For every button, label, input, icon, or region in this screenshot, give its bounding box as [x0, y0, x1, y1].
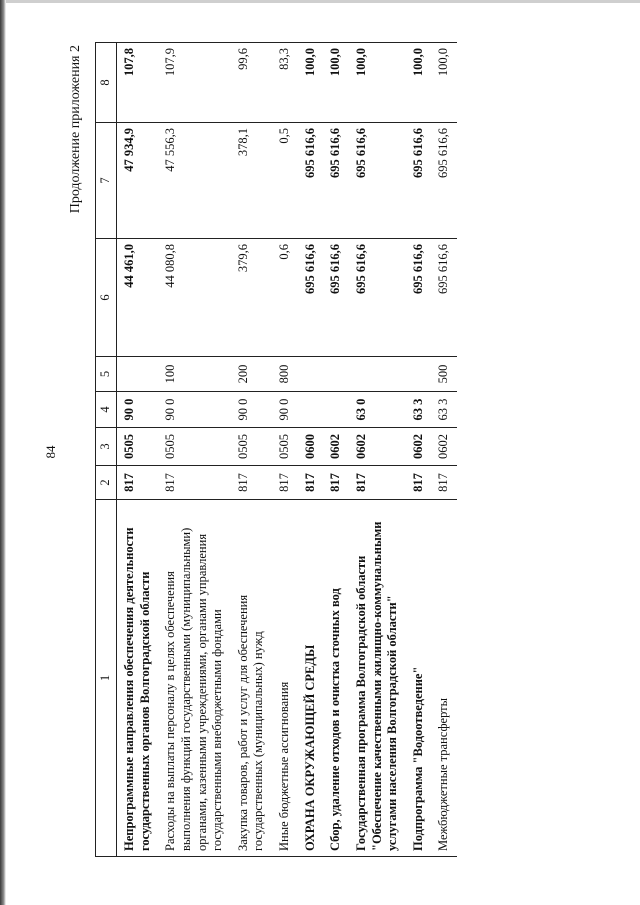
table-row — [406, 43, 432, 857]
row-admin-code-cell: 817 — [349, 466, 406, 500]
row-target-item-cell: 90 0 — [231, 392, 272, 428]
row-expense-type-cell — [323, 357, 349, 392]
row-target-item-cell: 63 0 — [349, 392, 406, 428]
table-row — [431, 43, 457, 857]
row-target-item-cell: 90 0 — [272, 392, 298, 428]
row-section-cell: 0505 — [272, 428, 298, 466]
row-name-cell: Сбор, удаление отходов и очистка сточных вод — [323, 500, 349, 857]
row-planned-value-cell: 44 461,0 — [117, 239, 159, 357]
row-planned-value-cell: 44 080,8 — [158, 239, 231, 357]
row-target-item-cell: 90 0 — [117, 392, 159, 428]
row-percent-cell: 107,9 — [158, 43, 231, 123]
row-actual-value-cell: 47 934,9 — [117, 123, 159, 239]
row-actual-value-cell: 0,5 — [272, 123, 298, 239]
row-actual-value-cell: 695 616,6 — [431, 123, 457, 239]
row-actual-value-cell: 695 616,6 — [406, 123, 432, 239]
table-row — [231, 43, 272, 857]
row-planned-value-cell: 695 616,6 — [298, 239, 324, 357]
table-row — [117, 43, 159, 857]
row-percent-cell: 100,0 — [298, 43, 324, 123]
row-admin-code-cell: 817 — [298, 466, 324, 500]
row-planned-value-cell: 379,6 — [231, 239, 272, 357]
row-name-cell: Расходы на выплаты персоналу в целях обеспечения выполнения функций государственными (муниципальными) органами, казенными учреждениями, органами управления государственными внебюджетными фондами — [158, 500, 231, 857]
column-header: 1 — [96, 500, 117, 857]
row-section-cell: 0505 — [117, 428, 159, 466]
row-actual-value-cell: 695 616,6 — [298, 123, 324, 239]
row-actual-value-cell: 378,1 — [231, 123, 272, 239]
row-admin-code-cell: 817 — [117, 466, 159, 500]
page-number: 84 — [43, 445, 58, 459]
row-percent-cell: 83,3 — [272, 43, 298, 123]
row-name-cell: ОХРАНА ОКРУЖАЮЩЕЙ СРЕДЫ — [298, 500, 324, 857]
row-name-cell: Государственная программа Волгоградской области "Обеспечение качественными жилищно-коммунальными услугами населения Волгоградской области" — [349, 500, 406, 857]
row-section-cell: 0600 — [298, 428, 324, 466]
table-row — [349, 43, 406, 857]
column-header: 6 — [96, 239, 117, 357]
row-percent-cell: 100,0 — [349, 43, 406, 123]
row-percent-cell: 100,0 — [431, 43, 457, 123]
row-admin-code-cell: 817 — [431, 466, 457, 500]
table-row — [158, 43, 231, 857]
row-name-cell: Подпрограмма "Водоотведение" — [406, 500, 432, 857]
row-expense-type-cell: 100 — [158, 357, 231, 392]
row-section-cell: 0505 — [231, 428, 272, 466]
table-row — [323, 43, 349, 857]
row-expense-type-cell: 200 — [231, 357, 272, 392]
continuation-caption: Продолжение приложения 2 — [68, 45, 83, 214]
row-admin-code-cell: 817 — [272, 466, 298, 500]
row-planned-value-cell: 695 616,6 — [431, 239, 457, 357]
row-planned-value-cell: 695 616,6 — [323, 239, 349, 357]
row-planned-value-cell: 695 616,6 — [406, 239, 432, 357]
row-planned-value-cell: 0,6 — [272, 239, 298, 357]
row-expense-type-cell — [117, 357, 159, 392]
column-header: 4 — [96, 392, 117, 428]
row-admin-code-cell: 817 — [231, 466, 272, 500]
column-header: 7 — [96, 123, 117, 239]
column-header: 2 — [96, 466, 117, 500]
row-expense-type-cell — [298, 357, 324, 392]
row-name-cell: Непрограммные направления обеспечения деятельности государственных органов Волгоградской области — [117, 500, 159, 857]
row-percent-cell: 99,6 — [231, 43, 272, 123]
row-section-cell: 0505 — [158, 428, 231, 466]
row-percent-cell: 100,0 — [323, 43, 349, 123]
table-header-row — [96, 43, 117, 857]
row-target-item-cell: 63 3 — [406, 392, 432, 428]
row-target-item-cell — [323, 392, 349, 428]
row-expense-type-cell: 500 — [431, 357, 457, 392]
row-expense-type-cell — [349, 357, 406, 392]
row-name-cell: Иные бюджетные ассигнования — [272, 500, 298, 857]
table-row — [298, 43, 324, 857]
column-header: 8 — [96, 43, 117, 123]
row-target-item-cell: 63 3 — [431, 392, 457, 428]
column-header: 5 — [96, 357, 117, 392]
row-name-cell: Закупка товаров, работ и услуг для обеспечения государственных (муниципальных) нужд — [231, 500, 272, 857]
row-section-cell: 0602 — [349, 428, 406, 466]
column-header: 3 — [96, 428, 117, 466]
row-actual-value-cell: 695 616,6 — [323, 123, 349, 239]
row-expense-type-cell: 800 — [272, 357, 298, 392]
row-section-cell: 0602 — [323, 428, 349, 466]
row-expense-type-cell — [406, 357, 432, 392]
row-admin-code-cell: 817 — [323, 466, 349, 500]
row-actual-value-cell: 695 616,6 — [349, 123, 406, 239]
row-planned-value-cell: 695 616,6 — [349, 239, 406, 357]
row-admin-code-cell: 817 — [158, 466, 231, 500]
row-section-cell: 0602 — [406, 428, 432, 466]
row-actual-value-cell: 47 556,3 — [158, 123, 231, 239]
row-admin-code-cell: 817 — [406, 466, 432, 500]
row-name-cell: Межбюджетные трансферты — [431, 500, 457, 857]
table-row — [272, 43, 298, 857]
row-percent-cell: 100,0 — [406, 43, 432, 123]
budget-table — [95, 42, 457, 857]
row-target-item-cell — [298, 392, 324, 428]
row-section-cell: 0602 — [431, 428, 457, 466]
row-percent-cell: 107,8 — [117, 43, 159, 123]
row-target-item-cell: 90 0 — [158, 392, 231, 428]
